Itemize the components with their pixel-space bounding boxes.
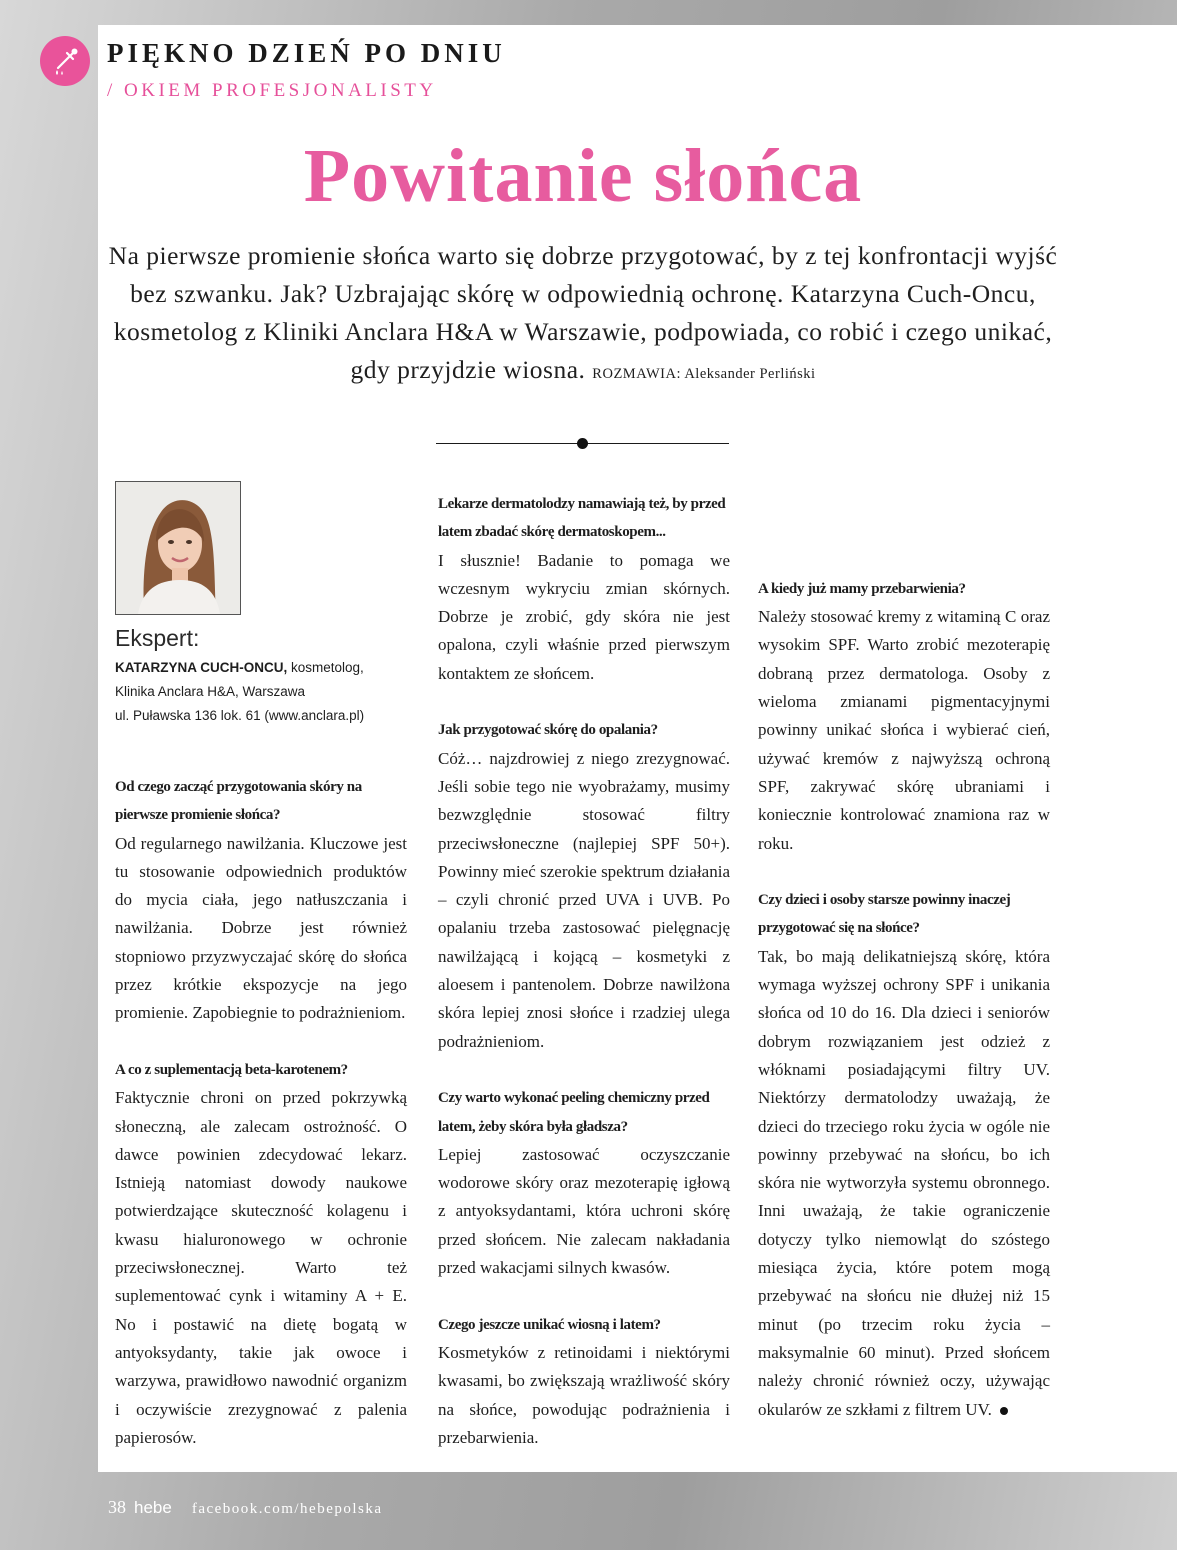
answer: I słusznie! Badanie to pomaga we wczesnym wykryciu zmian skórnych. Dobrze je zrobić, gdy skóra nie jest opalona, czyli właśnie przed pierwszym kontaktem ze słońcem. bbox=[438, 550, 730, 683]
article-column-2 bbox=[438, 490, 730, 1452]
answer-text: Tak, bo mają delikatniejszą skórę, która wymaga wyższej ochrony SPF i unikania słońca od 10 do 16. Dla dzieci i seniorów dobrym rozwiązaniem jest odzież z włóknami posiadającymi filtry UV. Niektórzy dermatolodzy uważają, że dzieci do trzeciego roku życia w ogóle nie powinny przebywać na słońcu, bo ich skóra nie wytworzyła systemu obronnego. Inni uważają, że takie ograniczenie dotyczy tylko niemowląt do szóstego miesiąca życia, które potem mogą przebywać na słońcu nie dłużej niż 15 minut (po trzecim roku życia – maksymalnie 60 minut). Przed słońcem należy chronić również oczy, używając okularów ze szkłami z filtrem UV. bbox=[758, 946, 1050, 1419]
answer: Lepiej zastosować oczyszczanie wodorowe skóry oraz mezoterapię igłową z antyoksydantami, która uchroni skórę przed słońcem. Nie zalecam nakładania przed wakacjami silnych kwasów. bbox=[438, 1144, 730, 1278]
expert-role: kosmetolog, bbox=[287, 660, 364, 675]
byline: ROZMAWIA: Aleksander Perliński bbox=[592, 366, 816, 382]
pipette-icon bbox=[48, 44, 82, 78]
article-title: Powitanie słońca bbox=[303, 134, 863, 218]
end-mark-icon bbox=[1000, 1407, 1008, 1415]
article-column-3 bbox=[758, 490, 1050, 1424]
answer bbox=[758, 943, 1050, 1424]
section-title: PIĘKNO DZIEŃ PO DNIU bbox=[107, 38, 506, 68]
question: Czy dzieci i osoby starsze powinny inaczej przygotować się na słońce? bbox=[758, 892, 1011, 937]
answer: Należy stosować kremy z witaminą C oraz wysokim SPF. Warto zrobić mezoterapię dobraną przez dermatologa. Osoby z wieloma zmianami pigmentacyjnymi powinny unikać słońca i wybierać cień, używać kremów z najwyższą ochroną SPF, zakrywać skórę ubraniami i koniecznie kontrolować znamiona raz w roku. bbox=[758, 607, 1050, 853]
expert-label: Ekspert: bbox=[115, 625, 200, 651]
question: A kiedy już mamy przebarwienia? bbox=[758, 580, 966, 597]
answer: Od regularnego nawilżania. Kluczowe jest tu stosowanie odpowiednich produktów do mycia ciała, jego natłuszczania i nawilżania. Dobrze jest również stopniowo przyzwyczajać skórę do słońca przez krótkie ekspozycje na jego promienie. Zapobiegnie to podrażnieniom. bbox=[115, 833, 407, 1023]
answer: Kosmetyków z retinoidami i niektórymi kwasami, bo zwiększają wrażliwość skóry na słońce, powodując podrażnienia i przebarwienia. bbox=[438, 1342, 730, 1447]
expert-clinic: Klinika Anclara H&A, Warszawa bbox=[115, 684, 306, 699]
expert-address: ul. Puławska 136 lok. 61 (www.anclara.pl) bbox=[115, 708, 365, 723]
expert-name: KATARZYNA CUCH-ONCU, bbox=[115, 660, 288, 675]
subsection-title: / OKIEM PROFESJONALISTY bbox=[107, 80, 437, 101]
expert-info bbox=[115, 656, 405, 728]
page-footer bbox=[108, 1497, 383, 1518]
article-lead bbox=[98, 237, 1068, 393]
question: A co z suplementacją beta-karotenem? bbox=[115, 1061, 348, 1078]
lead-text: Na pierwsze promienie słońca warto się dobrze przygotować, by z tej konfrontacji wyjść bez szwanku. Jak? Uzbrajając skórę w odpowiednią ochronę. Katarzyna Cuch-Oncu, kosmetolog z Kliniki Anclara H&A w Warszawie, podpowiada, co robić i czego unikać, gdy przyjdzie wiosna. bbox=[108, 241, 1058, 384]
answer: Cóż… najzdrowiej z niego zrezygnować. Jeśli sobie tego nie wyobrażamy, musimy bezwzględnie stosować filtry przeciwsłoneczne (najlepiej SPF 50+). Powinny mieć szerokie spektrum działania – czyli chronić przed UVA i UVB. Po opalaniu trzeba zastosować pielęgnację nawilżającą i kojącą – kosmetyki z aloesem i pantenolem. Dobrze nawilżona skóra lepiej znosi słońce i rzadziej ulega podrażnieniom. bbox=[438, 748, 730, 1051]
question: Czy warto wykonać peeling chemiczny przed latem, żeby skóra była gładsza? bbox=[438, 1090, 710, 1135]
social-link[interactable]: facebook.com/hebepolska bbox=[191, 1501, 383, 1517]
article-column-1 bbox=[115, 773, 407, 1452]
brand-logo: hebe bbox=[134, 1498, 172, 1517]
page-number: 38 bbox=[108, 1497, 126, 1517]
question: Lekarze dermatolodzy namawiają też, by przed latem zbadać skórę dermatoskopem... bbox=[438, 496, 726, 541]
section-badge bbox=[40, 36, 90, 86]
question: Jak przygotować skórę do opalania? bbox=[438, 722, 658, 739]
divider-dot bbox=[577, 438, 588, 449]
question: Od czego zacząć przygotowania skóry na pierwsze promienie słońca? bbox=[115, 779, 362, 824]
question: Czego jeszcze unikać wiosną i latem? bbox=[438, 1316, 661, 1333]
answer: Faktycznie chroni on przed pokrzywką słoneczną, ale zalecam ostrożność. O dawce powinien zdecydować lekarz. Istnieją natomiast dowody naukowe potwierdzające skuteczność kolagenu i kwasu hialuronowego w ochronie przeciwsłonecznej. Warto też suplementować cynk i witaminy A + E. No i postawić na dietę bogatą w antyoksydanty, takie jak owoce i warzywa, prawidłowo nawodnić organizm i oczywiście zrezygnować z palenia papierosów. bbox=[115, 1088, 407, 1447]
expert-photo bbox=[115, 481, 241, 615]
